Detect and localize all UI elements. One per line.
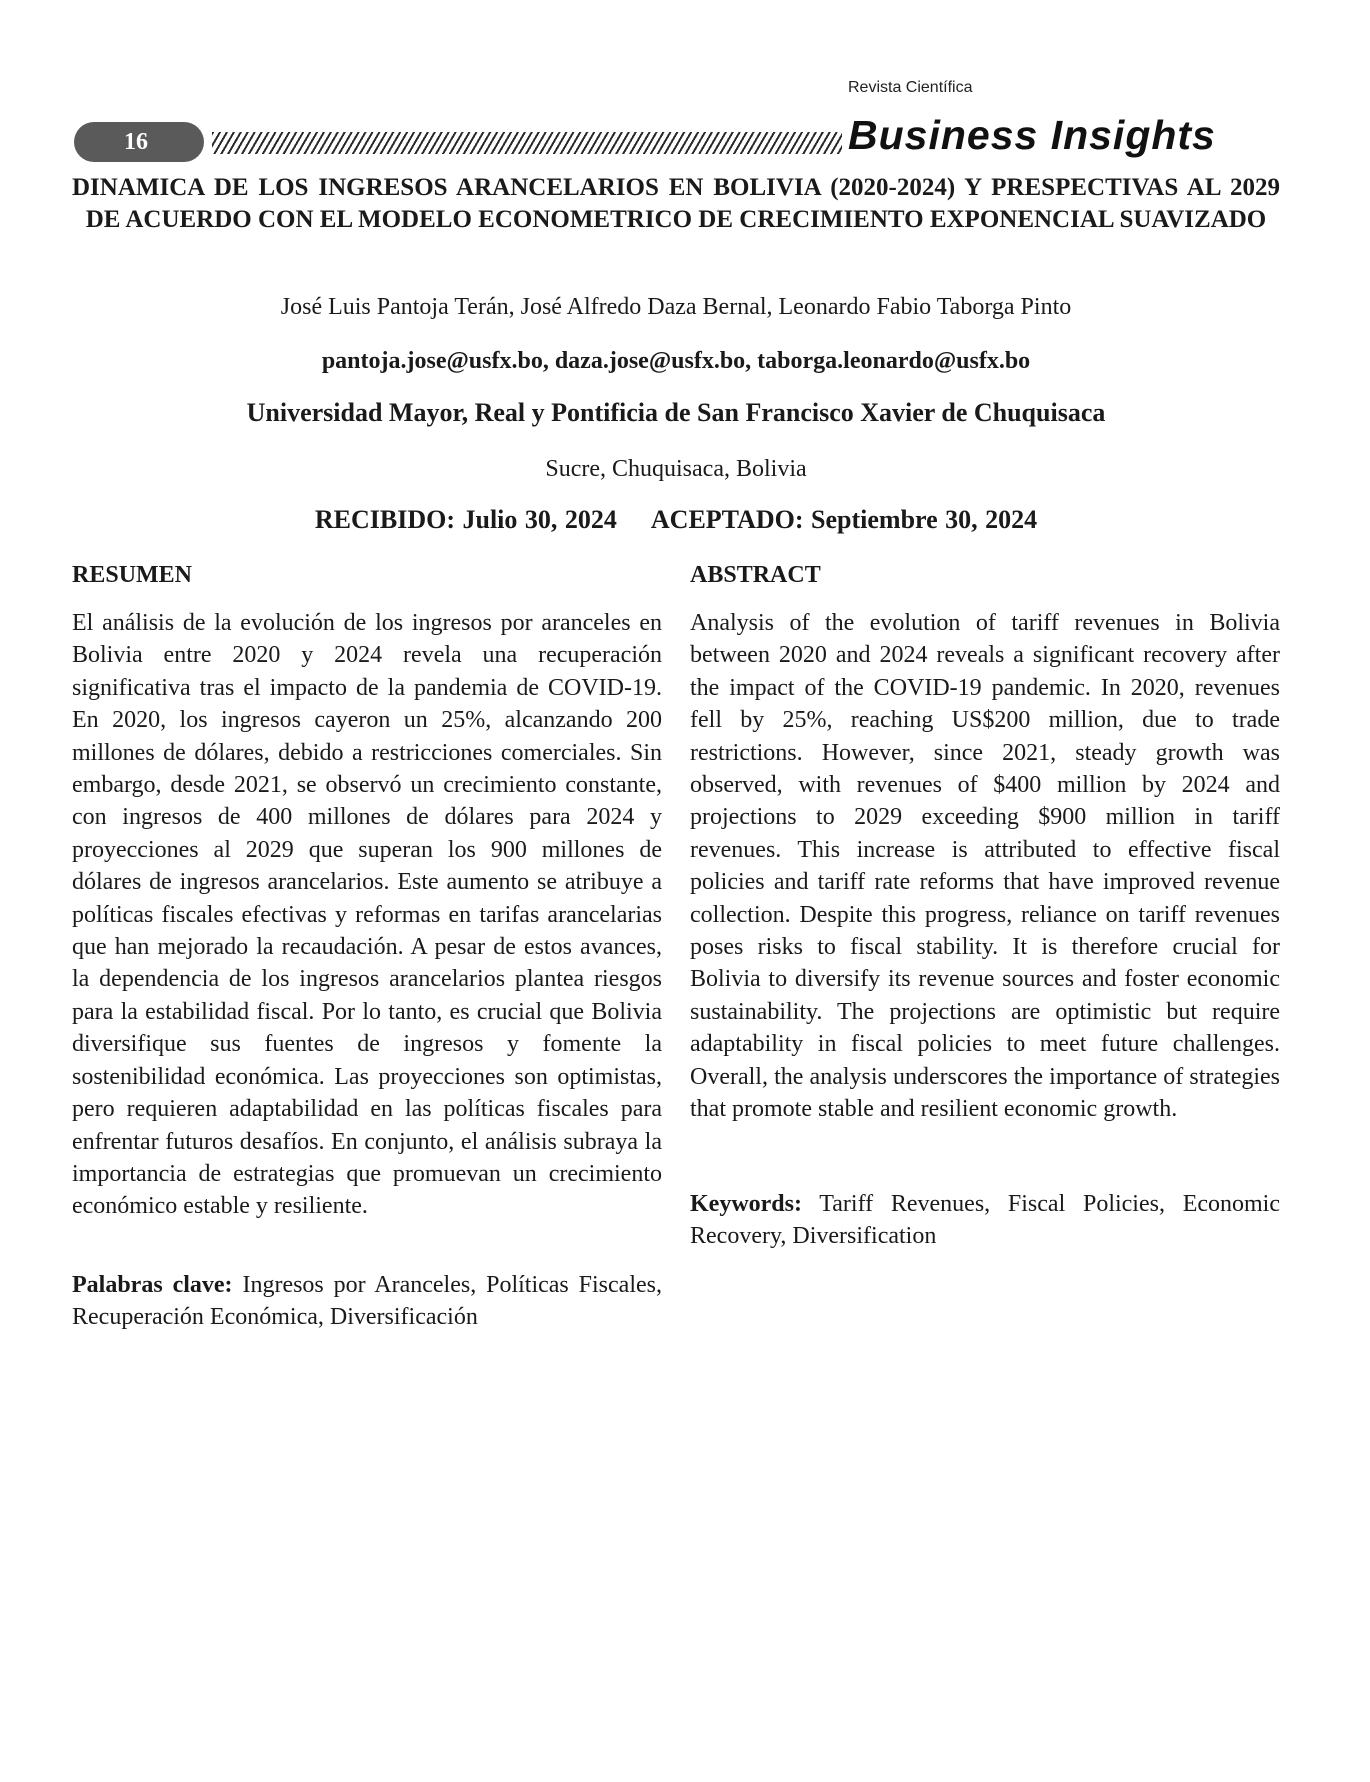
authors: José Luis Pantoja Terán, José Alfredo Daza Bernal, Leonardo Fabio Taborga Pinto	[280, 294, 1072, 320]
resumen-heading: RESUMEN	[72, 562, 193, 588]
header-hatch-decoration	[212, 132, 842, 154]
abstract-text: Analysis of the evolution of tariff revenues in Bolivia between 2020 and 2024 reveals a significant recovery after the impact of the COVID-19 pandemic. In 2020, revenues fell by 25%, reaching US$200 million, due to trade restrictions. However, since 2021, steady growth was observed, with revenues of $400 million by 2024 and projections to 2029 exceeding $900 million in tariff revenues. This increase is attributed to effective fiscal policies and tariff rate reforms that have improved revenue collection. Despite this progress, reliance on tariff revenues poses risks to fiscal stability. It is therefore crucial for Bolivia to diversify its revenue sources and foster economic sustainability. The projections are optimistic but require adaptability in fiscal policies to meet future challenges. Overall, the analysis underscores the importance of strategies that promote stable and resilient economic growth.	[690, 610, 1280, 1123]
journal-title: Business Insights	[848, 112, 1216, 158]
keywords-values: Tariff Revenues, Fiscal Policies, Economic Recovery, Diversification	[690, 1190, 1280, 1249]
palabras-clave	[72, 1269, 662, 1334]
resumen-column	[72, 562, 662, 1334]
page-number-badge: 16	[74, 122, 204, 162]
abstract-column	[690, 562, 1280, 1252]
institution: Universidad Mayor, Real y Pontificia de San Francisco Xavier de Chuquisaca	[246, 398, 1106, 427]
palabras-clave-values: Ingresos por Aranceles, Políticas Fiscales, Recuperación Económica, Diversificación	[72, 1271, 662, 1331]
palabras-clave-label: Palabras clave:	[72, 1271, 233, 1298]
resumen-text: El análisis de la evolución de los ingresos por aranceles en Bolivia entre 2020 y 2024 revela una recuperación significativa tras el impacto de la pandemia de COVID-19. En 2020, los ingresos cayeron un 25%, alcanzando 200 millones de dólares, debido a restricciones comerciales. Sin embargo, desde 2021, se observó un crecimiento constante, con ingresos de 400 millones de dólares para 2024 y proyecciones al 2029 que superan los 900 millones de dólares de ingresos arancelarios. Este aumento se atribuye a políticas fiscales efectivas y reformas en tarifas arancelarias que han mejorado la recaudación. A pesar de estos avances, la dependencia de los ingresos arancelarios plantea riesgos para la estabilidad fiscal. Por lo tanto, es crucial que Bolivia diversifique sus fuentes de ingresos y fomente la sostenibilidad económica. Las proyecciones son optimistas, pero requieren adaptabilidad en las políticas fiscales para enfrentar futuros desafíos. En conjunto, el análisis subraya la importancia de estrategias que promuevan un crecimiento económico estable y resiliente.	[72, 610, 662, 1220]
abstract-heading: ABSTRACT	[690, 562, 821, 588]
keywords-label: Keywords:	[690, 1190, 802, 1217]
accepted-date: ACEPTADO: Septiembre 30, 2024	[650, 505, 1038, 534]
location: Sucre, Chuquisaca, Bolivia	[545, 456, 807, 482]
article-title: DINAMICA DE LOS INGRESOS ARANCELARIOS EN BOLIVIA (2020-2024) Y PRESPECTIVAS AL 2029 DE ACUERDO CON EL MODELO ECONOMETRICO DE CRECIMIENTO EXPONENCIAL SUAVIZADO	[72, 174, 1280, 233]
submission-dates	[72, 505, 1280, 535]
author-emails: pantoja.jose@usfx.bo, daza.jose@usfx.bo, taborga.leonardo@usfx.bo	[321, 348, 1031, 374]
received-date: RECIBIDO: Julio 30, 2024	[314, 505, 617, 534]
journal-label: Revista Científica	[848, 79, 973, 96]
keywords	[690, 1188, 1280, 1253]
